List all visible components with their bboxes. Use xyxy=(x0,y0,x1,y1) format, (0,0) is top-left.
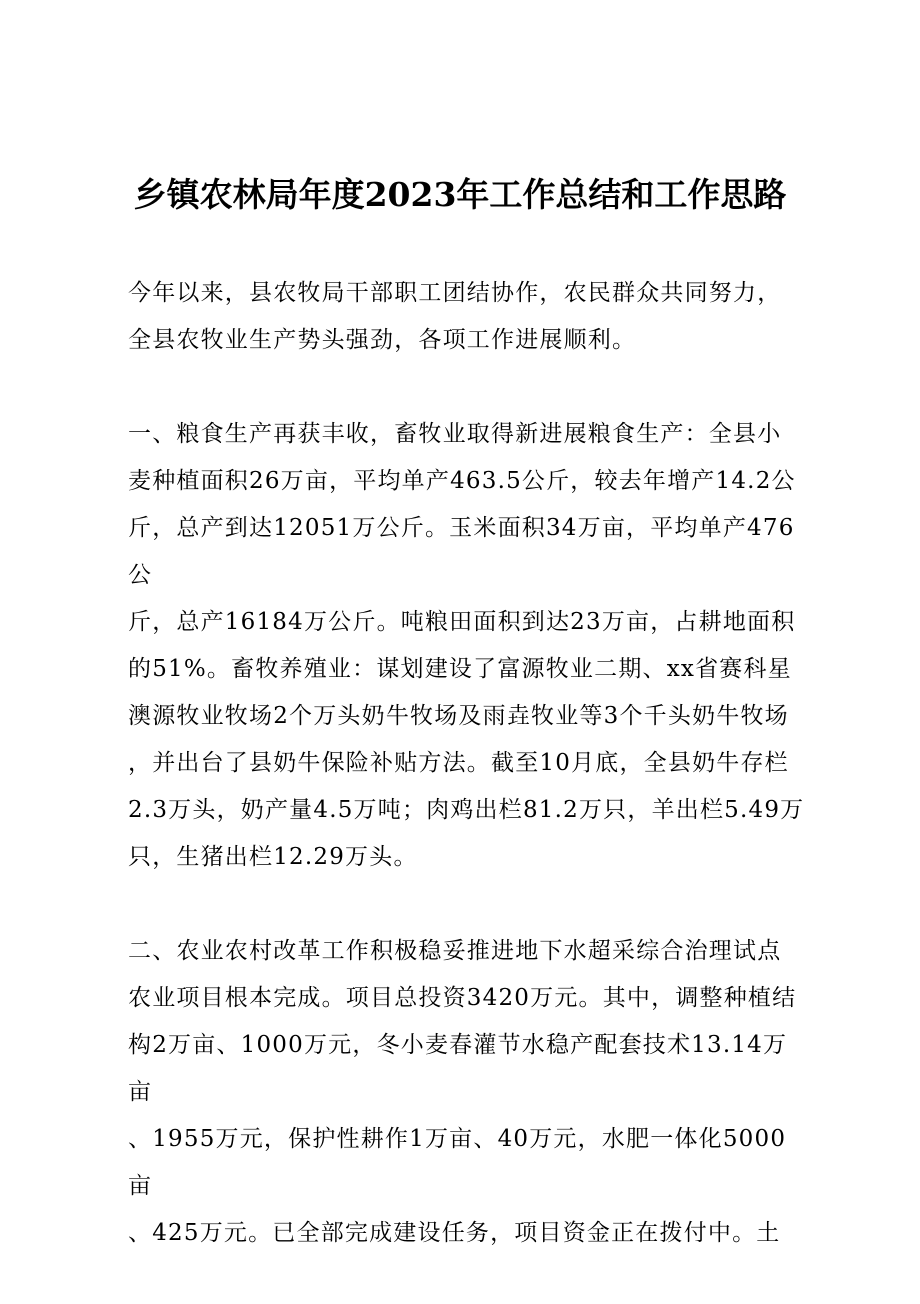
paragraph-intro: 今年以来，县农牧局干部职工团结协作，农民群众共同努力， 全县农牧业生产势头强劲，各项工作进展顺利。 xyxy=(128,280,782,353)
document-title: 乡镇农林局年度2023年工作总结和工作思路 xyxy=(133,175,787,214)
paragraph-section-1: 一、粮食生产再获丰收，畜牧业取得新进展粮食生产：全县小 麦种植面积26万亩，平均单产463.5公斤，较去年增产14.2公 斤，总产到达12051万公斤。玉米面积34万亩，平均单产476公 斤，总产16184万公斤。吨粮田面积到达23万亩，占耕地面积 的51%。畜牧养殖业：谋划建设了富源牧业二期、xx省赛科星 澳源牧业牧场2个万头奶牛牧场及雨垚牧业等3个千头奶牛牧场 ，并出台了县奶牛保险补贴方法。截至10月底，全县奶牛存栏 2.3万头，奶产量4.5万吨；肉鸡出栏81.2万只，羊出栏5.49万 只，生猪出栏12.29万头。 xyxy=(128,421,805,870)
paragraph-section-2: 二、农业农村改革工作积极稳妥推进地下水超采综合治理试点 农业项目根本完成。项目总投资3420万元。其中，调整种植结 构2万亩、1000万元，冬小麦春灌节水稳产配套技术13.14万亩 、1955万元，保护性耕作1万亩、40万元，水肥一体化5000亩 、425万元。已全部完成建设任务，项目资金正在拨付中。土 xyxy=(128,938,797,1246)
document-body xyxy=(128,270,808,1304)
